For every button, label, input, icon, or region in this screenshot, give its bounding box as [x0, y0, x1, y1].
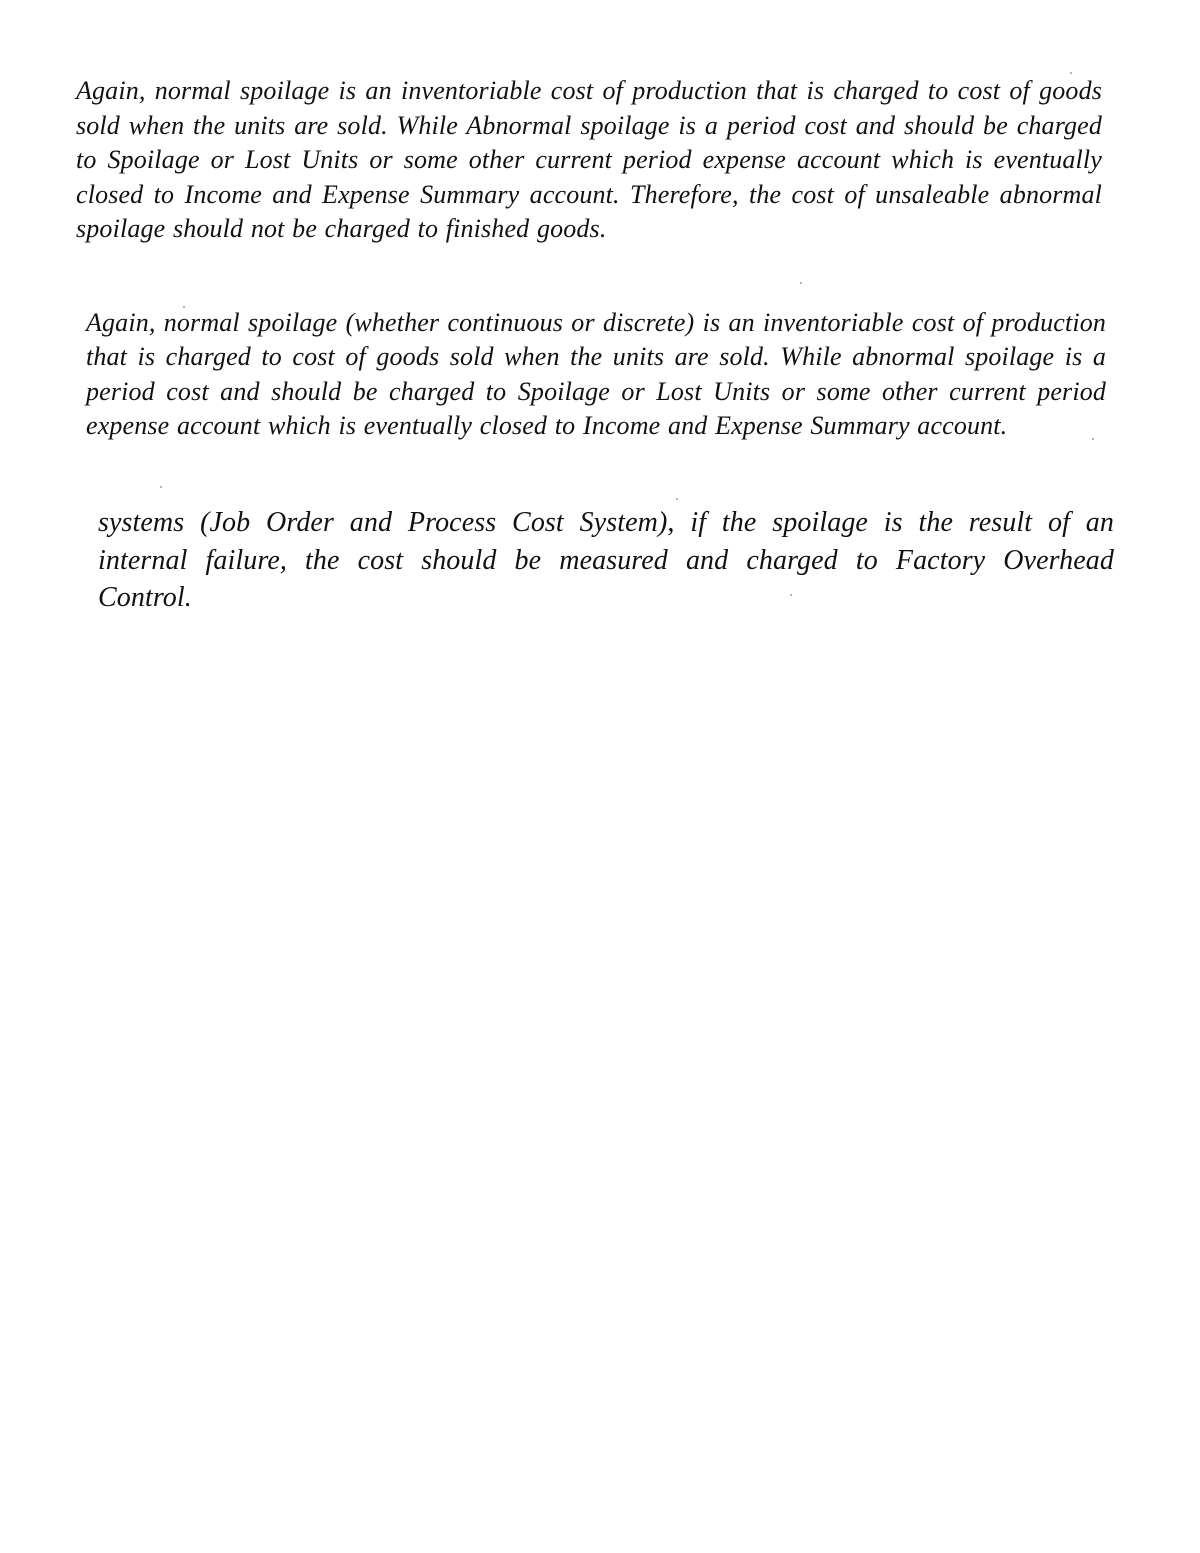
scan-speck [160, 486, 162, 488]
scan-speck [1092, 438, 1094, 440]
scan-speck [676, 498, 678, 500]
scan-speck [790, 594, 792, 596]
paragraph-normal-spoilage-continuous-discrete: Again, normal spoilage (whether continuous or discrete) is an inventoriable cost of production that is charged to cost of goods sold when the units are sold. While abnormal spoilage is a period cost and should be charged to Spoilage or Lost Units or some other current period expense account which is eventually closed to Income and Expense Summary account. [86, 308, 1106, 440]
scan-speck [183, 306, 185, 308]
scan-speck [800, 282, 802, 284]
paragraph-internal-failure-spoilage: systems (Job Order and Process Cost System), if the spoilage is the result of an internal failure, the cost should be measured and charged to Factory Overhead Control. [98, 507, 1114, 613]
paragraph-normal-abnormal-spoilage: Again, normal spoilage is an inventoriable cost of production that is charged to cost of goods sold when the units are sold. While Abnormal spoilage is a period cost and should be charged to Spoilage or Lost Units or some other current period expense account which is eventually closed to Income and Expense Summary account. Therefore, the cost of unsaleable abnormal spoilage should not be charged to finished goods. [76, 76, 1102, 244]
scan-speck [1070, 72, 1072, 74]
